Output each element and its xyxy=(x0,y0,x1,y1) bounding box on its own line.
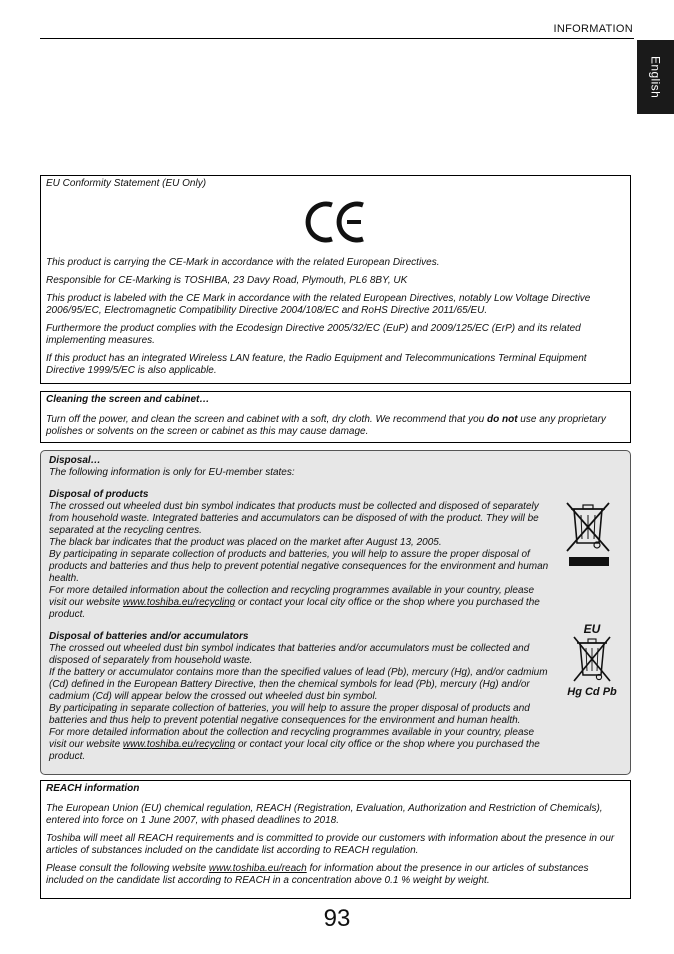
conformity-paragraph: Responsible for CE-Marking is TOSHIBA, 23 Davy Road, Plymouth, PL6 8BY, UK xyxy=(46,275,408,286)
conformity-title: EU Conformity Statement (EU Only) xyxy=(46,178,207,189)
language-tab xyxy=(637,40,674,114)
crossed-bin-with-bar-icon xyxy=(563,499,613,569)
reach-paragraph: Please consult the following website www.toshiba.eu/reach for information about the presence in our articles of substances included on the candidate list according to REACH in a concentration above 0.1 % weight by weight. xyxy=(46,863,589,886)
reach-link[interactable]: www.toshiba.eu/reach xyxy=(208,863,307,874)
header-rule xyxy=(40,38,634,39)
disposal-products-line: By participating in separate collection of products and batteries, you will help to assure the proper disposal of products and batteries and thus help to prevent potential negative consequences for the environment and human health. xyxy=(49,549,549,584)
conformity-paragraph: Furthermore the product complies with the Ecodesign Directive 2005/32/EC (EuP) and 2009/125/EC (ErP) and its related implementing measures. xyxy=(46,323,581,346)
cleaning-emphasis: do not xyxy=(486,414,518,425)
conformity-paragraph: This product is carrying the CE-Mark in accordance with the related European Directives. xyxy=(46,257,440,268)
disposal-title: Disposal… xyxy=(49,455,101,466)
disposal-batteries-line: If the battery or accumulator contains more than the specified values of lead (Pb), mercury (Hg), and/or cadmium (Cd) defined in the European Battery Directive, then the chemical symbols for lead (Pb), mercury (Hg) and/or cadmium (Cd) will appear below the crossed out wheeled dust bin symbol. xyxy=(49,667,548,702)
section-header-label: INFORMATION xyxy=(553,23,633,35)
recycling-link[interactable]: www.toshiba.eu/recycling xyxy=(122,597,236,608)
cleaning-text: Turn off the power, and clean the screen and cabinet with a soft, dry cloth. We recommend that you do not use any proprietary polishes or solvents on the screen or cabinet as this may cause damage. xyxy=(46,414,606,437)
disposal-batteries-title: Disposal of batteries and/or accumulators xyxy=(49,631,249,642)
conformity-paragraph: This product is labeled with the CE Mark in accordance with the related European Directives, notably Low Voltage Directive 2006/95/EC, Electromagnetic Compatibility Directive 2004/108/EC and RoHS Directive 2011/65/EU. xyxy=(46,293,591,316)
crossed-bin-battery-icon xyxy=(563,621,621,701)
reach-title: REACH information xyxy=(46,783,140,794)
disposal-box xyxy=(40,450,631,775)
ce-mark-icon xyxy=(305,199,367,245)
reach-box xyxy=(40,780,631,899)
disposal-products-title: Disposal of products xyxy=(49,489,149,500)
disposal-intro: The following information is only for EU-member states: xyxy=(49,467,295,478)
cleaning-box xyxy=(40,391,631,443)
bin-symbol-eu: EU xyxy=(583,622,601,636)
disposal-batteries-section xyxy=(49,631,549,763)
conformity-paragraph: If this product has an integrated Wireless LAN feature, the Radio Equipment and Telecommunications Terminal Equipment Directive 1999/5/EC is also applicable. xyxy=(46,353,587,376)
page-number: 93 xyxy=(323,905,351,932)
language-tab-label: English xyxy=(648,55,663,99)
reach-paragraph: Toshiba will meet all REACH requirements and is committed to provide our customers with information about the presence in our articles of substances included on the candidate list according to REACH regulation. xyxy=(46,833,615,856)
disposal-products-section xyxy=(49,489,549,621)
recycling-link[interactable]: www.toshiba.eu/recycling xyxy=(122,739,236,750)
disposal-batteries-line: By participating in separate collection of batteries, you will help to assure the proper disposal of products and batteries and thus help to prevent potential negative consequences for the environment and human health. xyxy=(49,703,530,726)
eu-conformity-box xyxy=(40,175,631,384)
bin-symbol-chemicals: Hg Cd Pb xyxy=(567,686,617,698)
disposal-batteries-line: The crossed out wheeled dust bin symbol indicates that batteries and/or accumulators must be collected and disposed of separately from household waste. xyxy=(49,643,530,666)
cleaning-title: Cleaning the screen and cabinet… xyxy=(46,394,210,405)
disposal-products-more: For more detailed information about the collection and recycling programmes available in your country, please visit our website www.toshiba.eu/recycling or contact your local city office or the shop where you purchased the product. xyxy=(49,585,540,620)
disposal-products-line: The crossed out wheeled dust bin symbol indicates that products must be collected and disposed of separately from household waste. Integrated batteries and accumulators can be disposed of with the product. They will be separated at the recycling centres. xyxy=(49,501,539,536)
disposal-products-line: The black bar indicates that the product was placed on the market after August 13, 2005. xyxy=(49,537,442,548)
disposal-batteries-more: For more detailed information about the collection and recycling programmes available in your country, please visit our website www.toshiba.eu/recycling or contact your local city office or the shop where you purchased the product. xyxy=(49,727,540,762)
reach-paragraph: The European Union (EU) chemical regulation, REACH (Registration, Evaluation, Authorization and Restriction of Chemicals), entered into force on 1 June 2007, with phased deadlines to 2018. xyxy=(46,803,603,826)
